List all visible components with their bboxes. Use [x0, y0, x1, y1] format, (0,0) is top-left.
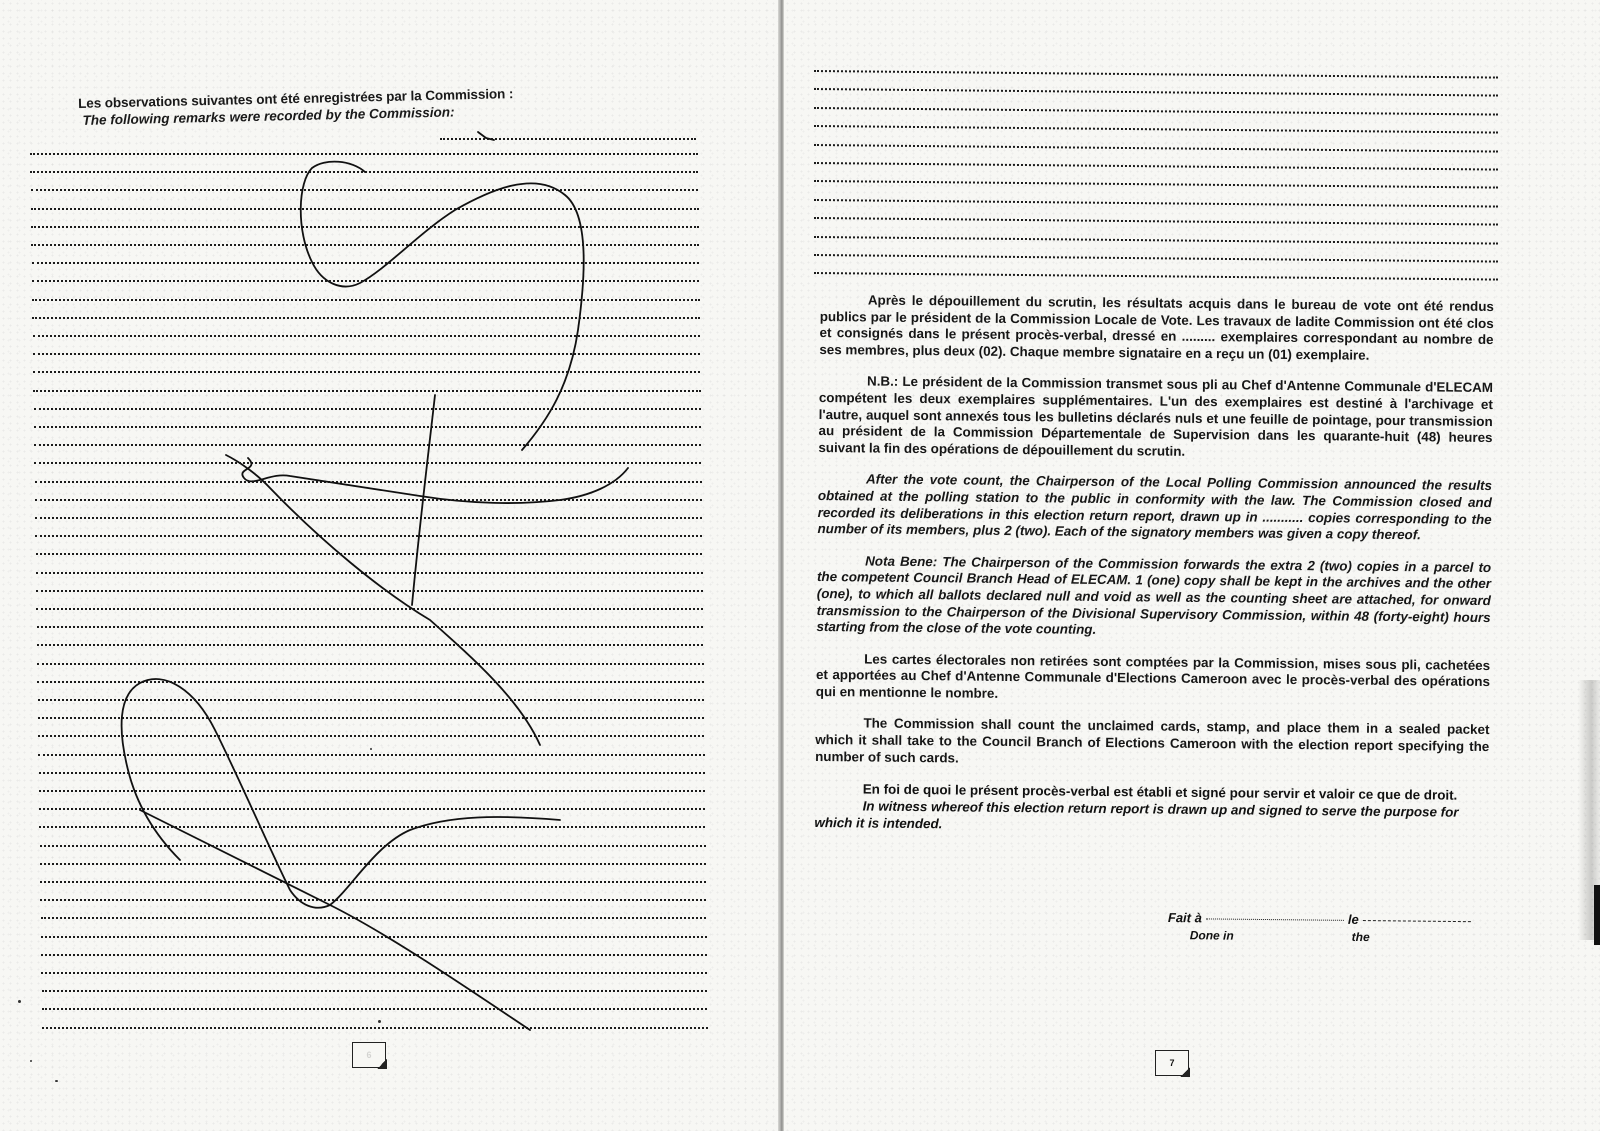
dotted-line	[33, 335, 701, 337]
dotted-line	[37, 681, 704, 683]
paragraph-results-fr: Après le dépouillement du scrutin, les résultats acquis dans le bureau de vote ont été rendus publics par le président de la Commission Locale de Vote. Les travaux de ladite Commission ont été clos et consignés dans le présent procès-verbal, dressé en ......... exemplaires correspondant au nombre de ses membres, plus deux (02). Chaque membre signataire en a reçu un (01) exemplaire.	[819, 292, 1494, 363]
paragraph-nb-fr: N.B.: Le président de la Commission transmet sous pli au Chef d'Antenne Communale d'ELECAM compétent les deux exemplaires supplémentaires. L'un des exemplaires est destiné à l'archivage et l'autre, auquel sont annexés tous les bulletins déclarés nuls et une feuille de pointage, pour transmission au président de la Commission Départementale de Supervision dans les quarante-huit (48) heures suivant la fin des opérations de dépouillement du scrutin.	[818, 373, 1494, 459]
remarks-header-fr: Les observations suivantes ont été enregistrées par la Commission :	[78, 86, 514, 111]
page-number-7: 7	[1155, 1050, 1189, 1076]
remarks-header-en: The following remarks were recorded by the Commission:	[82, 104, 455, 128]
left-page	[0, 0, 782, 1131]
dotted-line	[30, 153, 698, 155]
dotted-line	[814, 180, 1498, 189]
scan-edge-mark	[1594, 885, 1600, 945]
dotted-line	[814, 144, 1498, 153]
dotted-line	[33, 353, 700, 355]
dotted-line	[39, 790, 705, 792]
dotted-line	[40, 881, 706, 883]
scan-speck	[55, 1080, 58, 1082]
dotted-line	[38, 754, 704, 756]
dotted-line	[39, 772, 705, 774]
dotted-line	[34, 444, 701, 446]
paragraph-nota-bene-en: Nota Bene: The Chairperson of the Commission forwards the extra 2 (two) copies in a parcel to the competent Council Branch Head of ELECAM. 1 (one) copy shall be kept in the archives and the other (one), to which all ballots declared null and void as well as the counting sheet are attached, for onward transmission to the Chairperson of the Divisional Supervisory Commission, within 48 (forty-eight) hours starting from the close of the vote counting.	[816, 553, 1492, 638]
witness-statement	[814, 780, 1488, 838]
dotted-line	[814, 88, 1498, 97]
date-field[interactable]	[1363, 920, 1471, 922]
dotted-line	[31, 189, 699, 191]
dotted-line	[814, 236, 1498, 245]
remarks-header	[78, 85, 579, 128]
dotted-line	[814, 162, 1498, 171]
dotted-line	[32, 317, 700, 319]
dotted-line	[35, 517, 702, 519]
paragraph-cards-fr: Les cartes électorales non retirées sont comptées par la Commission, mises sous pli, cachetées et apportées au Chef d'Antenne Communale d'Elections Cameroon avec le procès-verbal des opérations qui en mentionne le nombre.	[815, 651, 1491, 701]
scan-speck	[30, 1060, 32, 1062]
done-in-label: Done in	[1189, 928, 1234, 943]
dotted-line	[35, 499, 702, 501]
dotted-line	[41, 936, 707, 938]
dotted-line	[35, 481, 702, 483]
dotted-line	[34, 462, 701, 464]
dotted-line	[38, 735, 704, 737]
dotted-line	[814, 125, 1498, 134]
dotted-line	[30, 171, 698, 173]
dotted-line	[38, 717, 704, 719]
dotted-line	[39, 826, 705, 828]
dotted-line	[34, 426, 701, 428]
dotted-line	[814, 272, 1498, 281]
dotted-line	[32, 280, 700, 282]
dotted-line	[40, 863, 706, 865]
dotted-line	[34, 408, 701, 410]
paragraph-results-en: After the vote count, the Chairperson of the Local Polling Commission announced the results obtained at the polling station to the public in conformity with the law. The Commission closed and recorded its deliberations in this election return report, drawn up in ........... copies corresponding to the number of its members, plus 2 (two). Each of the signatory members was given a copy thereof.	[817, 471, 1493, 543]
the-label: the	[1351, 929, 1370, 945]
dotted-line	[31, 226, 699, 228]
dotted-line	[814, 217, 1498, 226]
dotted-line	[36, 590, 703, 592]
dotted-line	[31, 208, 699, 210]
dotted-line	[32, 299, 700, 301]
dotted-line	[39, 808, 705, 810]
dotted-line	[37, 644, 704, 646]
dotted-line	[40, 845, 706, 847]
dotted-line	[42, 1008, 708, 1010]
dotted-line	[40, 899, 706, 901]
dotted-line	[37, 626, 704, 628]
dotted-line	[42, 1027, 708, 1029]
dotted-line	[36, 572, 703, 574]
dotted-line	[35, 535, 702, 537]
dotted-line	[32, 262, 700, 264]
dotted-line	[440, 138, 696, 140]
dotted-line	[31, 244, 699, 246]
page-number-6: 6	[352, 1042, 386, 1068]
dotted-line	[33, 371, 700, 373]
dotted-line	[41, 917, 707, 919]
scan-speck	[18, 1000, 21, 1003]
dotted-line	[814, 107, 1498, 116]
dotted-line	[33, 390, 700, 392]
dotted-line	[37, 663, 704, 665]
dotted-line	[38, 699, 705, 701]
right-page-text	[814, 292, 1494, 838]
dotted-line	[41, 972, 707, 974]
paragraph-cards-en: The Commission shall count the unclaimed cards, stamp, and place them in a sealed packet which it shall take to the Council Branch of Elections Cameroon with the election report specifying the number of such cards.	[815, 715, 1490, 766]
scan-speck	[370, 748, 372, 750]
dotted-line	[36, 608, 703, 610]
dotted-line	[814, 254, 1498, 263]
dotted-line	[36, 553, 703, 555]
signoff-place-date	[1168, 910, 1488, 945]
dotted-line	[42, 990, 708, 992]
place-field[interactable]	[1206, 918, 1344, 920]
dotted-line	[814, 70, 1498, 79]
witness-fr: En foi de quoi le présent procès-verbal est établi et signé pour servir et valoir ce que de droit.	[862, 781, 1458, 803]
le-label: le	[1347, 911, 1359, 927]
dotted-line	[814, 199, 1498, 208]
witness-en: In witness whereof this election return report is drawn up and signed to serve the purpose for which it is intended.	[814, 798, 1459, 832]
handwritten-signature	[0, 0, 782, 1131]
dotted-line	[41, 954, 707, 956]
fait-a-label: Fait à	[1167, 910, 1202, 926]
scan-speck	[378, 1020, 381, 1023]
